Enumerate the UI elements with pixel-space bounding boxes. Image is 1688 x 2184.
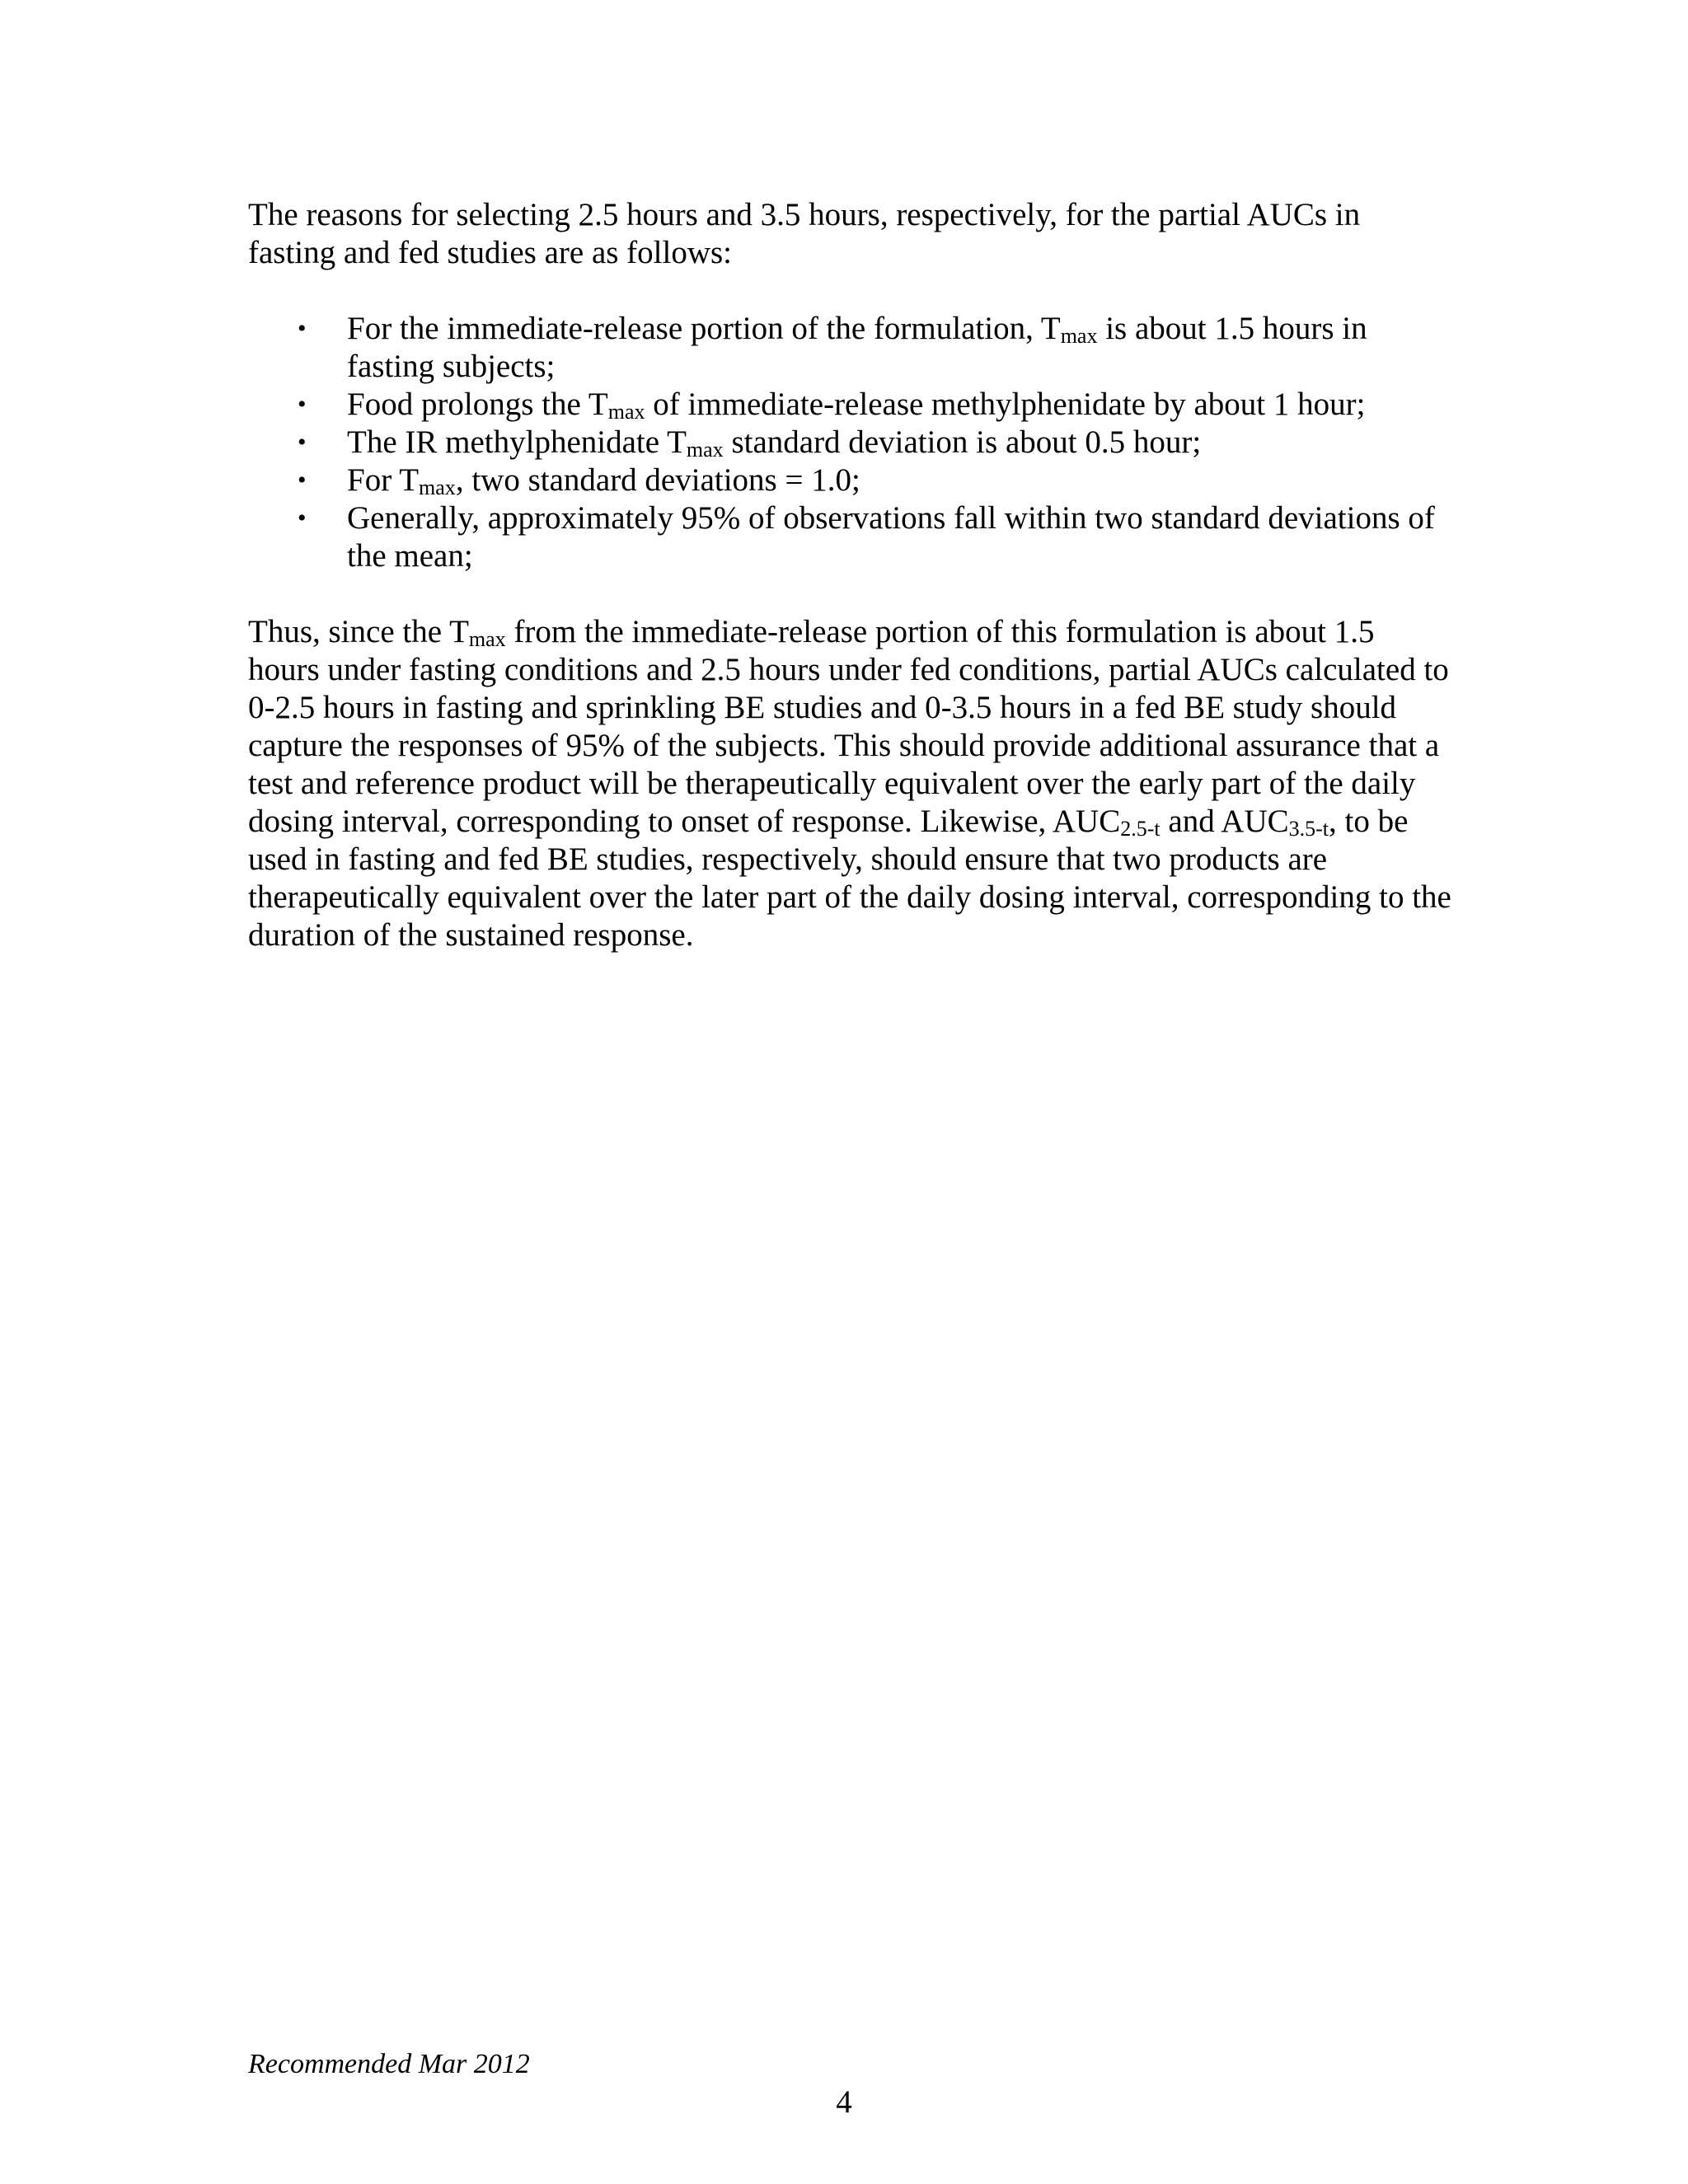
list-item [248,386,1451,424]
paragraph-text: and AUC [1160,804,1289,839]
list-item-text: of immediate-release methylphenidate by about 1 hour; [645,387,1366,422]
bullet-icon: • [298,391,307,418]
list-item-text: Generally, approximately 95% of observations fall within two standard deviations of the mean; [347,500,1435,574]
subscript: 2.5-t [1120,817,1160,841]
list-item-text: For T [347,462,420,498]
subscript: max [686,438,724,462]
list-item [248,499,1451,575]
bullet-icon: • [298,466,307,494]
footer-recommended-date: Recommended Mar 2012 [248,2049,530,2079]
reasons-list [248,310,1451,575]
bullet-icon: • [298,315,307,342]
page-number: 4 [836,2084,852,2120]
subscript: max [607,400,645,424]
conclusion-paragraph [248,613,1451,954]
paragraph-text: , to be used in fasting and fed BE studies, respectively, should ensure that two products are therapeutically equivalent over the later part of the daily dosing interval, corresponding to the duration of the sustained response. [248,804,1451,953]
subscript: max [468,627,506,651]
list-item-text: , two standard deviations = 1.0; [455,462,860,498]
list-item-text: For the immediate-release portion of the formulation, T [347,311,1061,346]
list-item [248,424,1451,462]
paragraph-text: Thus, since the T [248,614,469,649]
list-item-text: standard deviation is about 0.5 hour; [723,424,1202,460]
list-item [248,310,1451,386]
list-item-text: is about 1.5 hours in fasting subjects; [347,311,1367,384]
list-item-text: Food prolongs the T [347,387,608,422]
subscript: 3.5-t [1288,817,1329,841]
document-body [248,196,1451,954]
bullet-icon: • [298,504,307,532]
subscript: max [1060,324,1098,348]
paragraph-text: from the immediate-release portion of this formulation is about 1.5 hours under fasting conditions and 2.5 hours under fed conditions, partial AUCs calculated to 0-2.5 hours in fasting and sprinkling BE studies and 0-3.5 hours in a fed BE study should capture the responses of 95% of the subjects. This should provide additional assurance that a test and reference product will be therapeutically equivalent over the early part of the daily dosing interval, corresponding to onset of response. Likewise, AUC [248,614,1449,839]
bullet-icon: • [298,429,307,456]
intro-paragraph: The reasons for selecting 2.5 hours and 3.5 hours, respectively, for the partial AUCs in fasting and fed studies are as follows: [248,197,1361,270]
subscript: max [419,476,456,499]
list-item-text: The IR methylphenidate T [347,424,687,460]
list-item [248,462,1451,499]
